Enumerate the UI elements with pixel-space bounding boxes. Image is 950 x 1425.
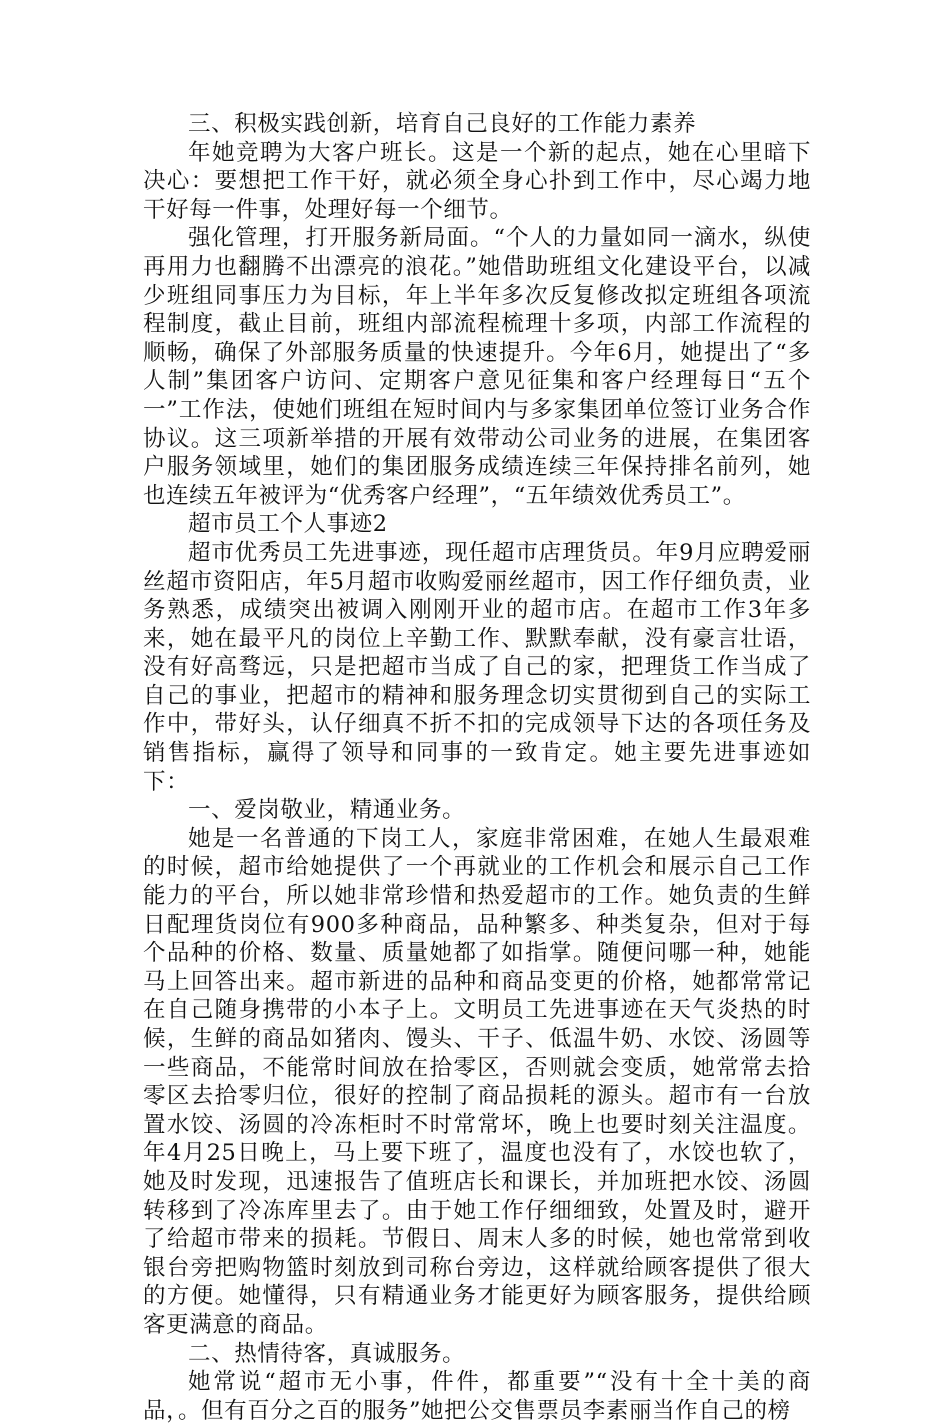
paragraph-dedication: 她是一名普通的下岗工人，家庭非常困难，在她人生最艰难的时候，超市给她提供了一个再就业的工作机会和展示自己工作能力的平台，所以她非常珍惜和热爱超市的工作。她负责的生鲜日配理货岗位有900多种商品，品种繁多、种类复杂，但对于每个品种的价格、数量、质量她都了如指掌。随便问哪一种，她能马上回答出来。超市新进的品种和商品变更的价格，她都常常记在自己随身携带的小本子上。文明员工先进事迹在天气炎热的时候，生鲜的商品如猪肉、馒头、干子、低温牛奶、水饺、汤圆等一些商品，不能常时间放在拾零区，否则就会变质，她常常去拾零区去拾零归位，很好的控制了商品损耗的源头。超市有一台放置水饺、汤圆的冷冻柜时不时常常坏，晚上也要时刻关注温度。年4月25日晚上，马上要下班了，温度也没有了，水饺也软了，她及时发现，迅速报告了值班店长和课长，并加班把水饺、汤圆转移到了冷冻库里去了。由于她工作仔细细致，处置及时，避开了给超市带来的损耗。节假日、周末人多的时候，她也常常到收银台旁把购物篮时刻放到司称台旁边，这样就给顾客提供了很大的方便。她懂得，只有精通业务才能更好为顾客服务，提供给顾客更满意的商品。 (143, 825, 811, 1338)
paragraph-management: 强化管理，打开服务新局面。“个人的力量如同一滴水，纵使再用力也翻腾不出漂亮的浪花。”她借助班组文化建设平台，以减少班组同事压力为目标，年上半年多次反复修改拟定班组各项流程制度，截止目前，班组内部流程梳理十多项，内部工作流程的顺畅，确保了外部服务质量的快速提升。今年6月，她提出了“多人制”集团客户访问、定期客户意见征集和客户经理每日“五个一”工作法，使她们班组在短时间内与多家集团单位签订业务合作协议。这三项新举措的开展有效带动公司业务的进展，在集团客户服务领域里，她们的集团服务成绩连续三年保持排名前列，她也连续五年被评为“优秀客户经理”，“五年绩效优秀员工”。 (143, 225, 811, 509)
heading-article-two: 超市员工个人事迹2 (188, 511, 388, 538)
paragraph-intro: 超市优秀员工先进事迹，现任超市店理货员。年9月应聘爱丽丝超市资阳店，年5月超市收购爱丽丝超市，因工作仔细负责，业务熟悉，成绩突出被调入刚刚开业的超市店。在超市工作3年多来，她在最平凡的岗位上辛勤工作、默默奉献，没有豪言壮语，没有好高骛远，只是把超市当成了自己的家，把理货工作当成了自己的事业，把超市的精神和服务理念切实贯彻到自己的实际工作中，带好头，认仔细真不折不扣的完成领导下达的各项任务及销售指标，赢得了领导和同事的一致肯定。她主要先进事迹如下： (143, 539, 811, 795)
document-body (143, 110, 811, 1425)
heading-section-two: 二、热情待客，真诚服务。 (188, 1340, 466, 1367)
paragraph-promotion: 年她竞聘为大客户班长。这是一个新的起点，她在心里暗下决心：要想把工作干好，就必须全身心扑到工作中，尽心竭力地干好每一件事，处理好每一个细节。 (143, 139, 811, 223)
paragraph-service: 她常说“超市无小事，件件，都重要”“没有十全十美的商品，。但有百分之百的服务”她把公交售票员李素丽当作自己的榜 (143, 1369, 811, 1424)
heading-section-three: 三、积极实践创新，培育自己良好的工作能力素养 (188, 111, 697, 137)
heading-section-one: 一、爱岗敬业，精通业务。 (188, 797, 466, 824)
